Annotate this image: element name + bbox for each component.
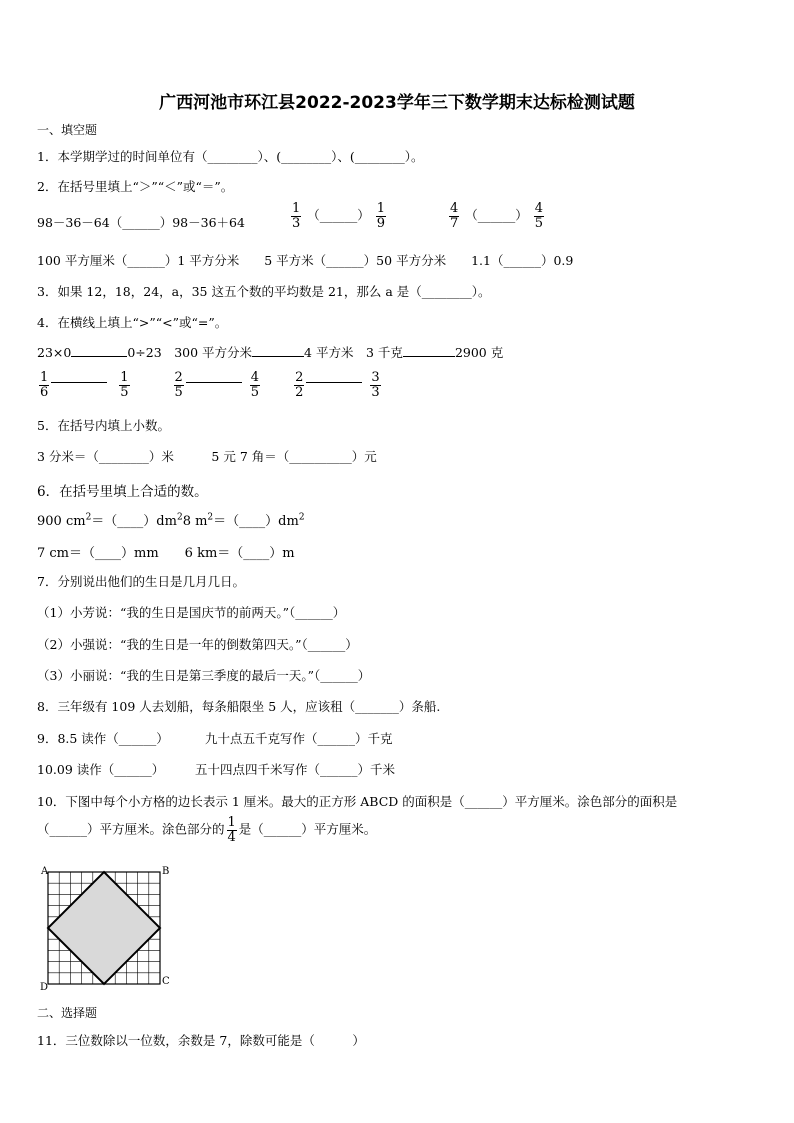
question-7-1: （1）小芳说：“我的生日是国庆节的前两天。”（______） <box>37 605 346 620</box>
question-2-row1-compare: 98－36－64（______）98－36＋64 <box>37 215 245 230</box>
fraction: $\frac{3}{3}$ <box>371 370 380 400</box>
question-3: 3．如果 12，18，24，a，35 这五个数的平均数是 21，那么 a 是（________）。 <box>37 284 491 299</box>
expr: 300 平方分米 <box>174 345 253 360</box>
fraction: $\frac{2}{2}$ <box>295 370 304 400</box>
expr: 3 千克 <box>366 345 403 360</box>
answer-line <box>252 356 304 357</box>
fraction: $\frac{4}{5}$ <box>250 370 260 400</box>
fraction: $\frac{1}{4}$ <box>227 815 236 845</box>
question-2-fraction-compare-1 <box>289 202 388 230</box>
fraction: $\frac{1}{6}$ <box>40 370 49 400</box>
question-6: 6．在括号里填上合适的数。 <box>37 484 208 500</box>
superscript: 2 <box>207 512 214 523</box>
answer-line <box>71 356 127 357</box>
superscript: 2 <box>298 512 305 523</box>
question-1: 1．本学期学过的时间单位有（________）、(________）、(________）。 <box>37 149 424 164</box>
question-7: 7．分别说出他们的生日是几月几日。 <box>37 574 245 589</box>
fraction: $\frac{4}{7}$ <box>450 201 459 231</box>
fraction: $\frac{1}{3}$ <box>292 201 301 231</box>
text: （______）平方厘米。涂色部分的 <box>37 821 225 837</box>
question-11: 11．三位数除以一位数，余数是 7，除数可能是（ ） <box>37 1033 365 1048</box>
question-4-row1 <box>37 343 503 361</box>
superscript: 2 <box>176 512 183 523</box>
question-8: 8．三年级有 109 人去划船，每条船限坐 5 人，应该租（_______）条船. <box>37 699 441 714</box>
blank: （______） <box>307 207 370 223</box>
question-9-b: 九十点五千克写作（______）千克 <box>205 731 393 746</box>
superscript: 2 <box>85 512 92 523</box>
section-fill-in-title: 一、填空题 <box>37 123 98 137</box>
question-9-c: 10.09 读作（______） <box>37 762 165 777</box>
question-2-row2: 100 平方厘米（______）1 平方分米 5 平方米（______）50 平方分米 1.1（______）0.9 <box>37 253 574 268</box>
question-9-a: 9．8.5 读作（______） <box>37 731 169 746</box>
expr: 8 m <box>182 514 208 529</box>
answer-line <box>186 382 242 383</box>
question-5-row: 3 分米＝（________）米 5 元 7 角＝（__________）元 <box>37 449 377 464</box>
expr: ＝（____）dm <box>213 514 299 529</box>
grid-square-figure <box>36 864 176 992</box>
answer-line <box>306 382 362 383</box>
fraction: $\frac{1}{5}$ <box>120 370 129 400</box>
label-d: D <box>40 982 49 992</box>
expr: 2900 克 <box>454 345 504 360</box>
expr: 0÷23 <box>127 345 162 360</box>
question-7-3: （3）小丽说：“我的生日是第三季度的最后一天。”（______） <box>37 668 371 683</box>
expr: 900 cm <box>37 514 86 529</box>
question-10-line1: 10．下图中每个小方格的边长表示 1 厘米。最大的正方形 ABCD 的面积是（______）平方厘米。涂色部分的面积是 <box>37 794 678 809</box>
fraction: $\frac{2}{5}$ <box>174 370 183 400</box>
question-6-row2: 7 cm＝（____）mm 6 km＝（____）m <box>37 546 295 561</box>
question-7-2: （2）小强说：“我的生日是一年的倒数第四天。”（______） <box>37 637 358 652</box>
section-choice-title: 二、选择题 <box>37 1006 98 1020</box>
question-2-fraction-compare-2 <box>447 202 546 230</box>
question-5: 5．在括号内填上小数。 <box>37 418 170 433</box>
label-c: C <box>162 976 170 987</box>
shaded-square <box>48 872 160 984</box>
answer-line <box>51 382 107 383</box>
label-b: B <box>162 866 170 877</box>
page-title: 广西河池市环江县2022-2023学年三下数学期末达标检测试题 <box>159 93 635 113</box>
label-a: A <box>41 866 49 877</box>
blank: （______） <box>465 207 528 223</box>
answer-line <box>403 356 455 357</box>
expr: ＝（____）dm <box>91 514 177 529</box>
question-4-fraction-row <box>37 371 383 399</box>
expr: 23×0 <box>37 345 72 360</box>
question-10-line2 <box>37 816 376 844</box>
question-4: 4．在横线上填上“>”“<”或“=”。 <box>37 315 228 330</box>
question-6-row1 <box>37 510 305 529</box>
question-9-d: 五十四点四千米写作（______）千米 <box>195 762 396 777</box>
fraction: $\frac{1}{9}$ <box>376 201 386 231</box>
expr: 4 平方米 <box>304 345 354 360</box>
fraction: $\frac{4}{5}$ <box>534 201 544 231</box>
text: 是（______）平方厘米。 <box>238 821 377 837</box>
question-2: 2．在括号里填上“＞”“＜”或“＝”。 <box>37 179 234 194</box>
